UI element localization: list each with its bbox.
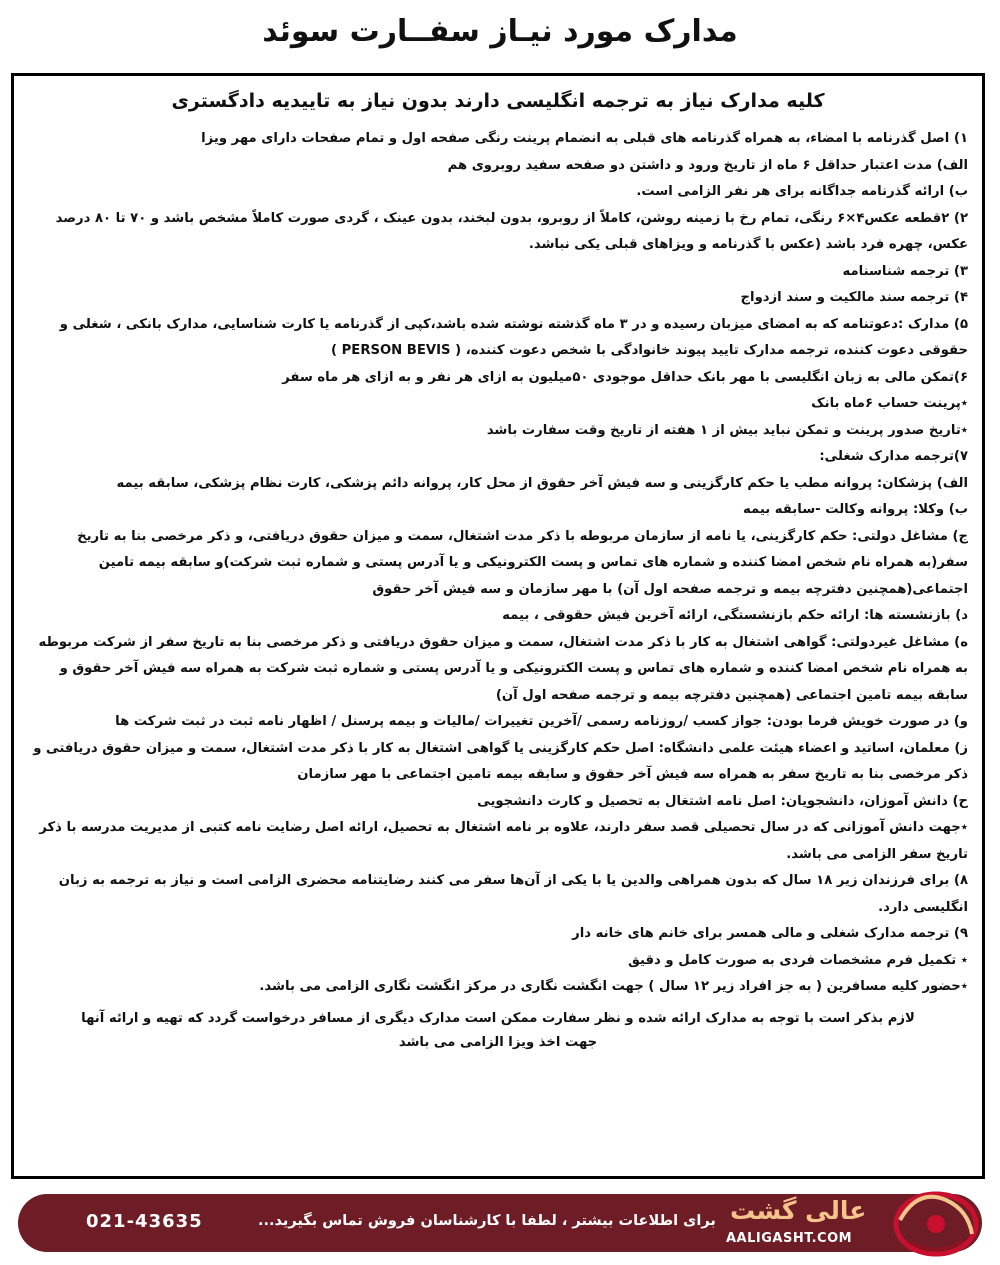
- list-item: ب) ارائه گذرنامه جداگانه برای هر نفر الزامی است.: [636, 184, 968, 199]
- list-item: ج) مشاغل دولتی: حکم کارگزینی، یا نامه از سازمان مربوطه با ذکر مدت اشتغال، سمت و میزان حقوق دریافتی، و ذکر مرخصی بنا به تاریخ سفر(به همراه نام شخص امضا کننده و شماره های تماس و پست الکترونیکی و یا آدرس پستی و شماره ثبت شرکت)و سابقه بیمه تامین اجتماعی(همچنین دفترچه بیمه و ترجمه صفحه اول آن) با مهر سازمان و سه فیش آخر حقوق: [77, 528, 968, 597]
- list-item: ٭تاریخ صدور پرینت و تمکن نباید بیش از ۱ هفته از تاریخ وقت سفارت باشد: [486, 422, 968, 438]
- list-item: ۲) ۲قطعه عکس۴×۶ رنگی، تمام رخ با زمینه روشن، کاملاً از روبرو، بدون لبخند، بدون عینک ، گردی صورت کاملاً مشخص باشد و ۷۰ تا ۸۰ درصد عکس، چهره فرد باشد (عکس با گذرنامه و ویزاهای قبلی یکی نباشد.: [55, 210, 968, 252]
- list-item: ٭جهت دانش آموزانی که در سال تحصیلی قصد سفر دارند، علاوه بر نامه اشتغال به تحصیل، ارائه اصل رضایت نامه کتبی از مدیریت مدرسه با ذکر تاریخ سفر الزامی می باشد.: [39, 820, 968, 862]
- list-item: ۵) مدارک :دعوتنامه که به امضای میزبان رسیده و در ۳ ماه گذشته نوشته شده باشد،کپی از گذرنامه یا کارت شناسایی، مدارک بانکی ، شغلی و حقوقی دعوت کننده، ترجمه مدارک تایید پیوند خانوادگی با شخص دعوت کننده، ( PERSON BEVIS ): [59, 316, 968, 358]
- list-item: ح) دانش آموزان، دانشجویان: اصل نامه اشتغال به تحصیل و کارت دانشجویی: [477, 793, 968, 809]
- contact-footer-bar: [18, 1194, 982, 1252]
- website-link[interactable]: AALIGASHT.COM: [726, 1231, 853, 1246]
- requirements-list: [28, 126, 968, 1001]
- aaligasht-logo-icon: [888, 1180, 984, 1264]
- closing-note-line: جهت اخذ ویزا الزامی می باشد: [398, 1034, 598, 1050]
- list-item: ه) مشاغل غیردولتی: گواهی اشتغال به کار با ذکر مدت اشتغال، سمت و میزان حقوق دریافتی و ذکر مرخصی بنا به تاریخ سفر از شرکت مربوطه به همراه نام شخص امضا کننده و شماره های تماس و پست الکترونیکی و یا آدرس پستی و شماره ثبت شرکت به همراه سه فیش آخر حقوق و سابقه بیمه تامین اجتماعی (همچنین دفترچه بیمه و ترجمه صفحه اول آن): [38, 634, 968, 703]
- list-item: ز) معلمان، اساتید و اعضاء هیئت علمی دانشگاه: اصل حکم کارگزینی یا گواهی اشتغال به کار با ذکر مدت اشتغال، سمت و میزان حقوق دریافتی و ذکر مرخصی بنا به تاریخ سفر به همراه سه فیش آخر حقوق و سابقه بیمه تامین اجتماعی با مهر سازمان: [33, 740, 968, 782]
- translation-note-heading: کلیه مدارک نیاز به ترجمه انگلیسی دارند بدون نیاز به تاییدیه دادگستری: [171, 90, 825, 112]
- list-item: ٭ تکمیل فرم مشخصات فردی به صورت کامل و دقیق: [628, 952, 968, 968]
- closing-note: [28, 1007, 968, 1055]
- list-item: الف) مدت اعتبار حداقل ۶ ماه از تاریخ ورود و داشتن دو صفحه سفید روبروی هم: [447, 157, 968, 173]
- list-item: ۹) ترجمه مدارک شغلی و مالی همسر برای خانم های خانه دار: [572, 926, 968, 941]
- list-item: و) در صورت خویش فرما بودن: جواز کسب /روزنامه رسمی /آخرین تغییرات /مالیات و بیمه پرسنل / اظهار نامه ثبت در ثبت شرکت ها: [115, 714, 968, 729]
- list-item: الف) پزشکان: پروانه مطب یا حکم کارگزینی و سه فیش آخر حقوق از محل کار، پروانه دائم پزشکی، کارت نظام پزشکی، سابقه بیمه: [116, 475, 968, 491]
- list-item: ۸) برای فرزندان زیر ۱۸ سال که بدون همراهی والدین یا با یکی از آن‌ها سفر می کنند رضایتنامه محضری الزامی است و نیاز به ترجمه به زبان انگلیسی دارد.: [58, 873, 968, 915]
- brand-name: عالی گشت: [730, 1196, 867, 1225]
- list-item: ٭پرینت حساب ۶ماه بانک: [811, 396, 968, 411]
- phone-number[interactable]: 021-43635: [86, 1211, 203, 1232]
- closing-note-line: لازم بذکر است با توجه به مدارک ارائه شده و نظر سفارت ممکن است مدارک دیگری از مسافر درخواست گردد که تهیه و ارائه آنها: [81, 1010, 915, 1026]
- list-item: ۱) اصل گذرنامه با امضاء، به همراه گذرنامه های قبلی به انضمام پرینت رنگی صفحه اول و تمام صفحات دارای مهر ویزا: [201, 131, 968, 146]
- requirements-box: [11, 73, 985, 1179]
- list-item: ۴) ترجمه سند مالکیت و سند ازدواج: [740, 290, 968, 305]
- contact-message: برای اطلاعات بیشتر ، لطفا با کارشناسان فروش تماس بگیرید...: [258, 1213, 716, 1229]
- list-item: ۶)تمکن مالی به زبان انگلیسی با مهر بانک حداقل موجودی ۵۰میلیون به ازای هر نفر و به ازای هر ماه سفر: [282, 369, 968, 385]
- list-item: د) بازنشسته ها: ارائه حکم بازنشستگی، ارائه آخرین فیش حقوقی ، بیمه: [502, 608, 968, 623]
- list-item: ب) وکلا: پروانه وکالت -سابقه بیمه: [743, 502, 968, 517]
- page-title: مدارک مورد نیـاز سفــارت سوئد: [262, 14, 738, 49]
- list-item: ۷)ترجمه مدارک شغلی:: [819, 449, 968, 464]
- list-item: ۳) ترجمه شناسنامه: [842, 263, 968, 279]
- list-item: ٭حضور کلیه مسافرین ( به جز افراد زیر ۱۲ سال ) جهت انگشت نگاری در مرکز انگشت نگاری الزامی می باشد.: [259, 979, 968, 994]
